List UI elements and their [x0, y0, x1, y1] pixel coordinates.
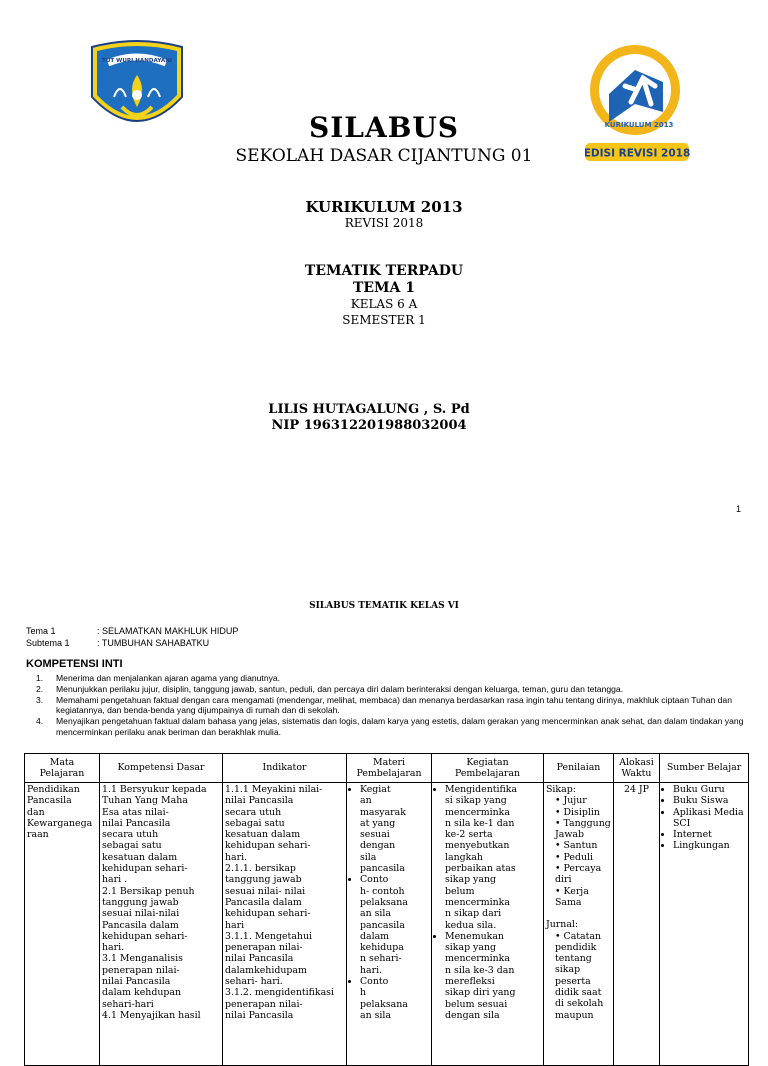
sumber-item: • Buku Guru [673, 784, 746, 795]
edition-badge: EDISI REVISI 2018 [585, 147, 691, 160]
col-header-materi: Materi Pembelajaran [347, 754, 432, 783]
sumber-item: • Aplikasi Media SCI [673, 807, 746, 830]
penilaian-cell [544, 783, 614, 1066]
sumber-item: • Internet [673, 829, 746, 840]
logo-text: TUT WURI HANDAYANI [102, 58, 172, 64]
ki-text: Memahami pengetahuan faktual dengan cara mengamati (mendengar, melihat, membaca) dan menanya berdasarkan rasa ingin tahu tentang dirinya, makhluk ciptaan Tuhan dan kegiatannya, dan benda-benda yang dijumpainya di rumah dan di sekolah. [56, 694, 732, 716]
ki-item [36, 695, 746, 717]
subtema-label: Subtema 1 [26, 638, 70, 648]
ki-item [36, 716, 746, 738]
ki-text: Menerima dan menjalankan ajaran agama yang dianutnya. [56, 673, 281, 683]
sikap-item: • Disiplin [555, 806, 600, 818]
ki-item [36, 684, 746, 695]
sikap-item: • Jujur [555, 795, 587, 807]
jurnal-item: • Catatan pendidik tentang sikap peserta didik saat di sekolah maupun [555, 930, 604, 1021]
col-header-kegiatan: Kegiatan Pembelajaran [432, 754, 544, 783]
subtema-value: : TUMBUHAN SAHABATKU [97, 638, 210, 648]
sikap-item: • Peduli [555, 851, 593, 863]
sikap-item: • Percaya diri [555, 863, 602, 886]
materi-cell [347, 783, 432, 1066]
sikap-label: Sikap: [546, 784, 576, 795]
table-header-row [25, 754, 749, 783]
jurnal-label: Jurnal: [546, 919, 579, 931]
theme-number: TEMA 1 [352, 280, 416, 296]
page-number: 1 [736, 504, 742, 514]
col-header-penilaian: Penilaian [544, 754, 614, 783]
ki-number: 2. [36, 683, 44, 694]
sikap-item: • Santun [555, 840, 598, 852]
semester-label: SEMESTER 1 [342, 313, 426, 327]
sumber-item: • Buku Siswa [673, 795, 746, 806]
tema-value: : SELAMATKAN MAKHLUK HIDUP [97, 626, 239, 636]
school-name: SEKOLAH DASAR CIJANTUNG 01 [235, 146, 533, 166]
kegiatan-item: • Mengidentifika si sikap yang mencerminka n sila ke-1 dan ke-2 serta menyebutkan langkah perbaikan atas sikap yang belum mencerminka n sikap dari kedua sila. [445, 784, 541, 931]
ki-item [36, 673, 746, 684]
sumber-item: • Lingkungan [673, 840, 746, 851]
col-header-sumber: Sumber Belajar [660, 754, 749, 783]
sikap-item: • Kerja Sama [555, 885, 589, 908]
class-label: KELAS 6 A [350, 297, 418, 311]
col-header-subject: Mata Pelajaran [25, 754, 100, 783]
table-row [25, 783, 749, 1066]
sumber-cell [660, 783, 749, 1066]
indicator-cell: 1.1.1 Meyakini nilai- nilai Pancasila secara utuh sebagai satu kesatuan dalam kehidupan sehari- hari. 2.1.1. bersikap tanggung jawab sesuai nilai- nilai Pancasila dalam kehidupan sehari- hari 3.1.1. Mengetahui penerapan nilai- nilai Pancasila dalamkehidupam sehari- hari. 3.1.2. mengidentifikasi penerapan nilai- nilai Pancasila [223, 783, 347, 1066]
materi-item: • Conto h pelaksana an sila [360, 976, 429, 1021]
teacher-name: LILIS HUTAGALUNG , S. Pd [268, 402, 470, 417]
col-header-kd: Kompetensi Dasar [100, 754, 223, 783]
ki-text: Menyajikan pengetahuan faktual dalam bahasa yang jelas, sistematis dan logis, dalam karya yang estetis, dalam gerakan yang mencerminkan anak sehat, dan dalam tindakan yang mencerminkan perilaku anak beriman dan berakhlak mulia. [56, 716, 744, 737]
ki-text: Menunjukkan perilaku jujur, disiplin, tanggung jawab, santun, peduli, dan percaya diri dalam berinteraksi dengan keluarga, teman, guru dan tetangga. [56, 683, 624, 694]
revision-label: REVISI 2018 [344, 216, 424, 230]
kegiatan-cell [432, 783, 544, 1066]
col-header-indicator: Indikator [223, 754, 347, 783]
curriculum-label: KURIKULUM 2013 [305, 198, 463, 216]
sikap-item: • Tanggung Jawab [555, 817, 611, 841]
subject-cell: Pendidikan Pancasila dan Kewarganega raan [25, 783, 100, 1066]
col-header-alokasi: Alokasi Waktu [614, 754, 660, 783]
silabus-heading: SILABUS TEMATIK KELAS VI [309, 601, 459, 611]
materi-item: • Conto h- contoh pelaksana an sila pancasila dalam kehidupa n sehari- hari. [360, 874, 429, 976]
ki-number: 3. [36, 694, 44, 705]
theme-type: TEMATIK TERPADU [304, 263, 464, 279]
tema-label: Tema 1 [26, 626, 56, 636]
kegiatan-item: • Menemukan sikap yang mencerminka n sila ke-3 dan merefleksi sikap diri yang belum sesuai dengan sila [445, 931, 541, 1021]
document-title: SILABUS [308, 111, 460, 144]
alokasi-cell: 24 JP [614, 783, 660, 1066]
kd-cell: 1.1 Bersyukur kepada Tuhan Yang Maha Esa atas nilai- nilai Pancasila secara utuh sebagai satu kesatuan dalam kehidupan sehari- hari . 2.1 Bersikap penuh tanggung jawab sesuai nilai-nilai Pancasila dalam kehidupan sehari- hari. 3.1 Menganalisis penerapan nilai- nilai Pancasila dalam kehdupan sehari-hari 4.1 Menyajikan hasil [100, 783, 223, 1066]
ki-heading: KOMPETENSI INTI [26, 658, 123, 670]
ki-number: 4. [36, 716, 44, 727]
ki-number: 1. [36, 673, 44, 683]
logo-caption: KURIKULUM 2013 [604, 121, 674, 129]
teacher-nip: NIP 196312201988032004 [271, 418, 467, 433]
silabus-table [24, 753, 749, 1066]
materi-item: • Kegiat an masyarak at yang sesuai dengan sila pancasila [360, 784, 429, 874]
ki-list [36, 673, 746, 738]
